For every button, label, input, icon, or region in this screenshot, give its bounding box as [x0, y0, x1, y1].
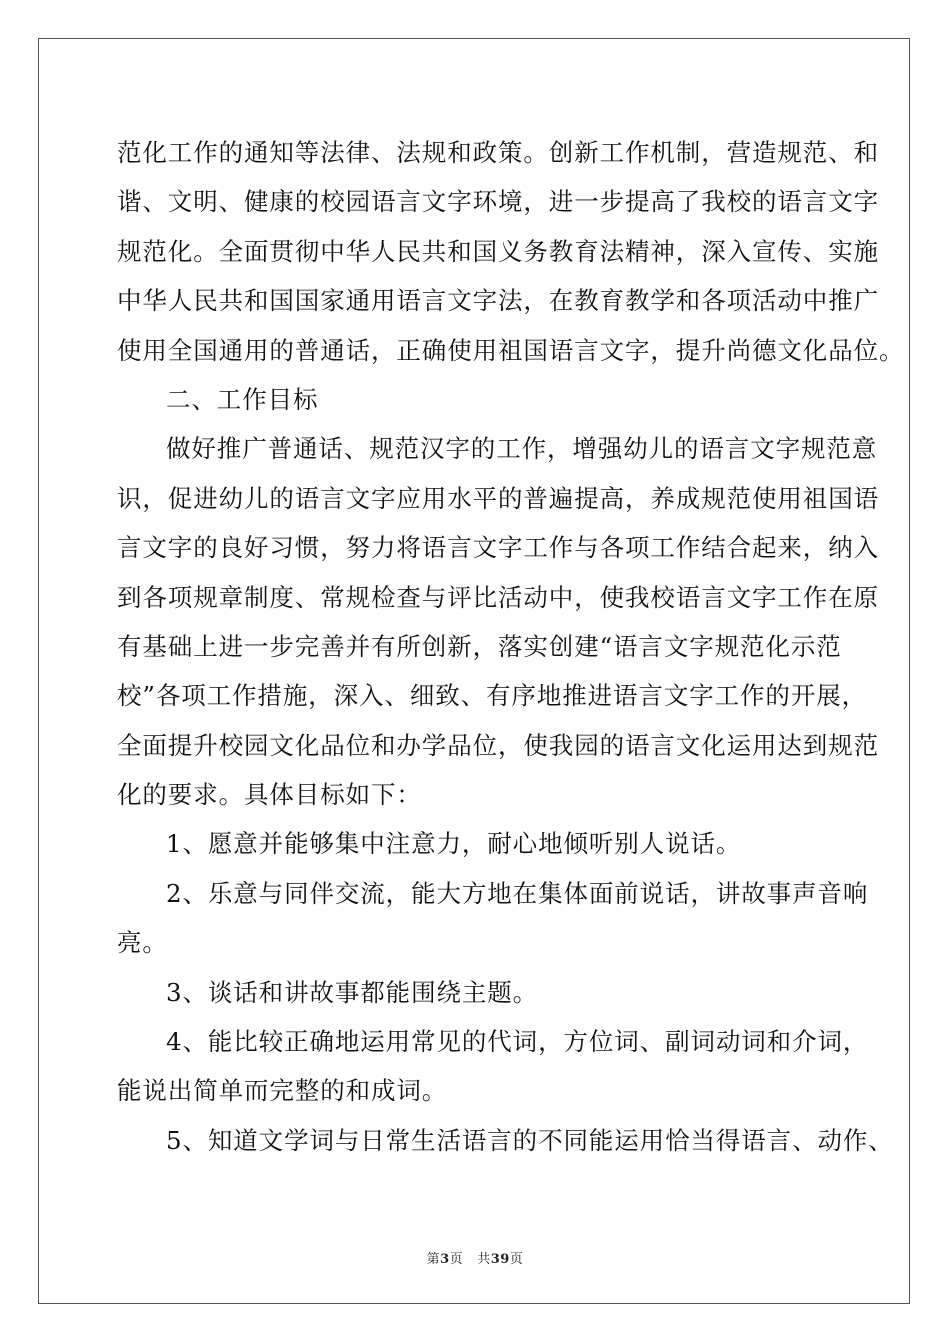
page-total: 39: [490, 1252, 510, 1267]
page-current: 3: [440, 1252, 450, 1267]
text-line: 到各项规章制度、常规检查与评比活动中，使我校语言文字工作在原: [117, 582, 879, 612]
text-line: 做好推广普通话、规范汉字的工作，增强幼儿的语言文字规范意: [166, 434, 878, 464]
text-line: 亮。: [117, 928, 168, 958]
page-suffix: 页: [449, 1252, 464, 1267]
total-suffix: 页: [509, 1252, 524, 1267]
list-item: 4、能比较正确地运用常见的代词，方位词、副词动词和介词，: [166, 1027, 869, 1057]
section-heading: 二、工作目标: [166, 384, 319, 414]
total-prefix: 共: [477, 1252, 491, 1267]
text-line: 能说出简单而完整的和成词。: [117, 1076, 448, 1106]
text-line: 范化工作的通知等法律、法规和政策。创新工作机制，营造规范、和: [117, 138, 879, 167]
page-footer: [0, 1248, 950, 1267]
list-item: 3、谈话和讲故事都能围绕主题。: [166, 977, 539, 1007]
text-line: 中华人民共和国国家通用语言文字法，在教育教学和各项活动中推广: [117, 286, 879, 316]
list-item: 5、知道文学词与日常生活语言的不同能运用恰当得语言、动作、: [166, 1125, 894, 1155]
text-line: 言文字的良好习惯，努力将语言文字工作与各项工作结合起来，纳入: [117, 533, 879, 563]
text-line: 使用全国通用的普通话，正确使用祖国语言文字，提升尚德文化品位。: [117, 335, 905, 365]
list-item: 2、乐意与同伴交流，能大方地在集体面前说话，讲故事声音响: [166, 878, 869, 908]
text-line: 全面提升校园文化品位和办学品位，使我园的语言文化运用达到规范: [117, 730, 879, 760]
text-line: 化的要求。具体目标如下：: [117, 780, 422, 810]
text-line: 识，促进幼儿的语言文字应用水平的普遍提高，养成规范使用祖国语: [117, 483, 879, 513]
page-prefix: 第: [426, 1252, 441, 1267]
list-item: 1、愿意并能够集中注意力，耐心地倾听别人说话。: [166, 829, 742, 859]
text-line: 谐、文明、健康的校园语言文字环境，进一步提高了我校的语言文字: [117, 187, 879, 217]
document-body: [117, 128, 905, 1165]
text-line: 规范化。全面贯彻中华人民共和国义务教育法精神，深入宣传、实施: [117, 236, 879, 266]
text-line: 有基础上进一步完善并有所创新，落实创建“语言文字规范化示范: [117, 631, 842, 661]
text-line: 校”各项工作措施，深入、细致、有序地推进语言文字工作的开展，: [117, 681, 868, 711]
